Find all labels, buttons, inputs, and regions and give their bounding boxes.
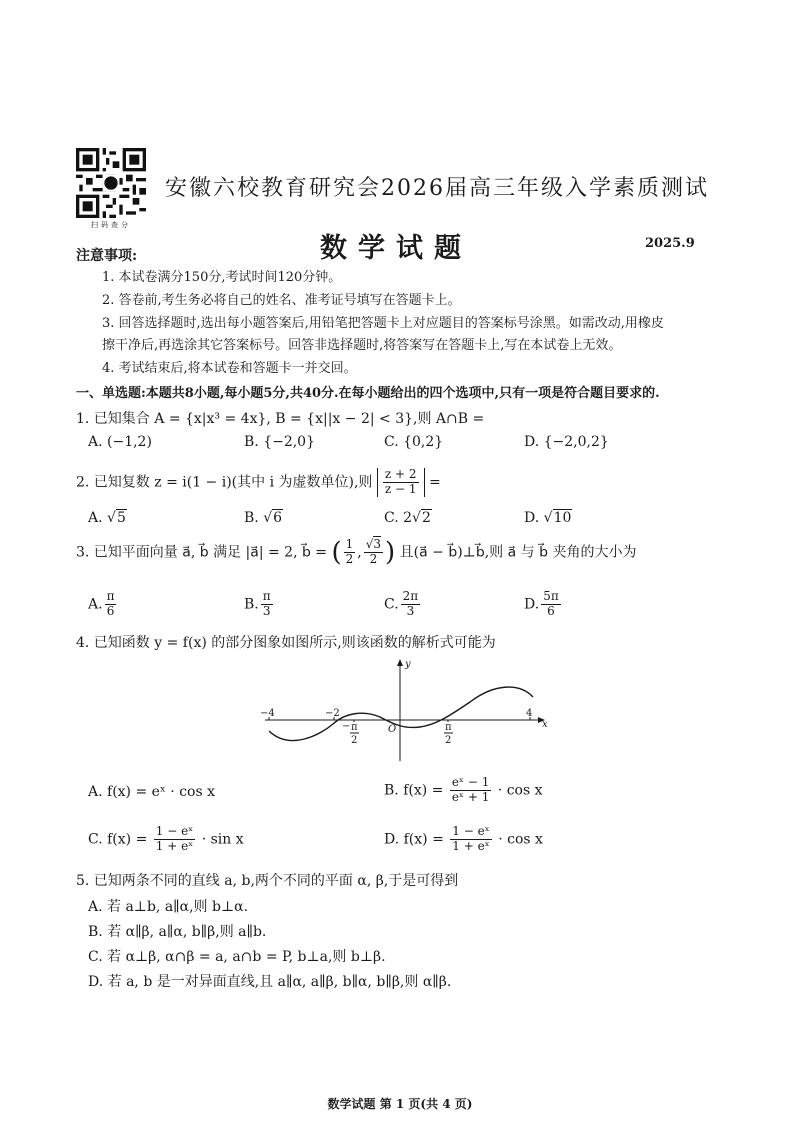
option-prefix: B. f(x) =	[384, 782, 444, 799]
q4-option-a[interactable]: A. f(x) = eˣ · cos x	[88, 784, 216, 800]
sqrt-icon: √2	[412, 510, 431, 526]
option-label: B.	[244, 596, 259, 613]
q3-by-num: √3	[365, 537, 382, 551]
option-suffix: · sin x	[201, 831, 244, 848]
exam-date: 2025.9	[645, 236, 695, 251]
option-prefix: D. f(x) =	[384, 831, 444, 848]
frac-num: 1 − eˣ	[155, 824, 194, 838]
frac-num: 5π	[543, 589, 559, 603]
question-5-stem: 5. 已知两条不同的直线 a, b,两个不同的平面 α, β,于是可得到	[76, 873, 459, 889]
pi-num: π	[351, 722, 358, 733]
q3-by-rad: 3	[373, 537, 382, 551]
q3-bx-den: 2	[345, 551, 354, 566]
frac-den: 3	[406, 603, 415, 618]
q1-option-a[interactable]: A. (−1,2)	[88, 434, 152, 450]
q4-option-d[interactable]	[384, 825, 543, 854]
option-label: D.	[524, 596, 540, 613]
x-axis-label: x	[542, 719, 548, 730]
q3-option-c[interactable]	[384, 590, 422, 619]
frac-num: eˣ − 1	[451, 775, 490, 789]
q3-option-d[interactable]	[524, 590, 563, 619]
q4-option-b[interactable]	[384, 776, 543, 805]
q2-option-c[interactable]	[384, 510, 432, 526]
radicand: 6	[273, 510, 283, 526]
subject-title: 数学试题	[320, 233, 472, 264]
q3-option-a[interactable]	[88, 590, 118, 619]
pi-num: π	[445, 722, 452, 733]
radicand: 2	[421, 510, 431, 526]
frac-den: 1 + eˣ	[155, 838, 194, 853]
notice-item: 1. 本试卷满分150分,考试时间120分钟。	[102, 270, 342, 285]
notice-item: 2. 答卷前,考生务必将自己的姓名、准考证号填写在答题卡上。	[102, 293, 461, 308]
frac-num: 2π	[402, 589, 419, 603]
pi-den: 2	[351, 735, 358, 746]
q5-option-c[interactable]: C. 若 α⊥β, α∩β = a, a∩b = P, b⊥a,则 b⊥β.	[88, 949, 386, 965]
q2-frac-num: z + 2	[384, 467, 417, 481]
frac-num: π	[106, 589, 115, 603]
radicand: 5	[116, 510, 126, 526]
frac-den: 6	[106, 603, 115, 618]
option-suffix: · cos x	[497, 782, 543, 799]
qr-code[interactable]	[76, 148, 146, 218]
q2-frac-den: z − 1	[384, 481, 417, 496]
notice-item: 擦干净后,再选涂其它答案标号。回答非选择题时,将答案写在答题卡上,写在本试卷上无效。	[102, 338, 622, 353]
y-axis-label: y	[405, 659, 411, 670]
q3-bx	[344, 538, 356, 567]
q2-option-d[interactable]	[524, 510, 572, 526]
q2-option-b-label: B.	[244, 510, 264, 526]
tick-label: 4	[526, 708, 533, 719]
option-label: A.	[88, 596, 103, 613]
option-label: C.	[384, 596, 399, 613]
frac-den: 3	[262, 603, 271, 618]
q3-by-den: 2	[369, 551, 378, 566]
q5-option-d[interactable]: D. 若 a, b 是一对异面直线,且 a∥α, a∥β, b∥α, b∥β,则 α∥β.	[88, 974, 452, 990]
q4-c-frac	[154, 825, 196, 854]
q2-stem-text: 2. 已知复数 z = i(1 − i)(其中 i 为虚数单位),则	[76, 474, 373, 491]
q1-option-b[interactable]: B. {−2,0}	[244, 434, 315, 450]
question-2-stem	[76, 468, 441, 497]
q5-option-b[interactable]: B. 若 α∥β, a∥α, b∥β,则 a∥b.	[88, 924, 267, 940]
q2-option-a-label: A.	[88, 510, 108, 526]
frac-den: 6	[547, 603, 555, 618]
q4-d-frac	[450, 825, 492, 854]
right-paren: )	[385, 537, 396, 568]
q3-stem-text: 3. 已知平面向量 a⃗, b⃗ 满足 |a⃗| = 2, b⃗ =	[76, 544, 328, 561]
origin-label: O	[388, 724, 397, 735]
notice-title: 注意事项:	[76, 248, 138, 264]
q2-modulus	[377, 468, 425, 497]
q2-option-a[interactable]	[88, 510, 127, 526]
left-paren: (	[331, 537, 342, 568]
section-title: 一、单选题:本题共8小题,每小题5分,共40分.在每小题给出的四个选项中,只有一项是符合题目要求的.	[76, 386, 660, 401]
pi-den: 2	[445, 735, 452, 746]
notice-item: 3. 回答选择题时,选出每小题答案后,用铅笔把答题卡上对应题目的答案标号涂黑。如需改动,用橡皮	[102, 316, 664, 331]
q3-option-b[interactable]	[244, 590, 275, 619]
q4-option-c[interactable]	[88, 825, 244, 854]
q2-option-b[interactable]	[244, 510, 283, 526]
q3-bx-num: 1	[345, 537, 354, 551]
sqrt-icon: √5	[107, 510, 126, 526]
frac-num: 1 − eˣ	[452, 824, 490, 838]
y-axis-arrow-icon	[397, 659, 403, 666]
q3-stem-text-2: 且(a⃗ − b⃗)⊥b⃗,则 a⃗ 与 b⃗ 夹角的大小为	[399, 544, 637, 561]
q1-option-d[interactable]: D. {−2,0,2}	[524, 434, 609, 450]
sqrt-icon: √6	[263, 510, 283, 526]
page-footer: 数学试题 第 1 页(共 4 页)	[327, 1097, 473, 1111]
q2-option-c-label: C. 2	[384, 510, 413, 526]
frac-num: π	[262, 589, 271, 603]
option-suffix: · cos x	[498, 831, 543, 848]
option-prefix: C. f(x) =	[88, 831, 148, 848]
sqrt-icon: √10	[543, 510, 572, 526]
function-graph	[255, 655, 555, 765]
frac-den: eˣ + 1	[451, 789, 490, 804]
tick-label: −2	[325, 708, 340, 719]
question-4-stem: 4. 已知函数 y = f(x) 的部分图象如图所示,则该函数的解析式可能为	[76, 635, 496, 651]
exam-title: 安徽六校教育研究会2026届高三年级入学素质测试	[165, 176, 709, 201]
q3-by	[364, 538, 383, 567]
question-1-stem: 1. 已知集合 A = {x|x³ = 4x}, B = {x||x − 2| < 3},则 A∩B =	[76, 411, 485, 427]
tick-label: −4	[260, 708, 275, 719]
frac-den: 1 + eˣ	[452, 838, 490, 853]
q2-fraction	[383, 468, 419, 497]
question-3-stem: 3. 已知平面向量 a⃗, b⃗ 满足 |a⃗| = 2, b⃗ = ( $\frac{1}{2}$ , $\frac{√3}{2}$ ) 且(a⃗ − b⃗)⊥b⃗,则 a⃗ 与 b⃗ 夹角的大小为	[76, 537, 637, 568]
qr-caption: 扫码查分	[91, 221, 131, 229]
q1-option-c[interactable]: C. {0,2}	[384, 434, 444, 450]
q4-b-frac	[450, 776, 492, 805]
function-curve	[269, 687, 533, 740]
q5-option-a[interactable]: A. 若 a⊥b, a∥α,则 b⊥α.	[88, 899, 249, 915]
q2-equals: =	[428, 474, 441, 491]
notice-item: 4. 考试结束后,将本试卷和答题卡一并交回。	[102, 361, 357, 376]
radicand: 10	[553, 510, 572, 526]
q2-option-d-label: D.	[524, 510, 544, 526]
neg-sign: −	[342, 721, 351, 732]
